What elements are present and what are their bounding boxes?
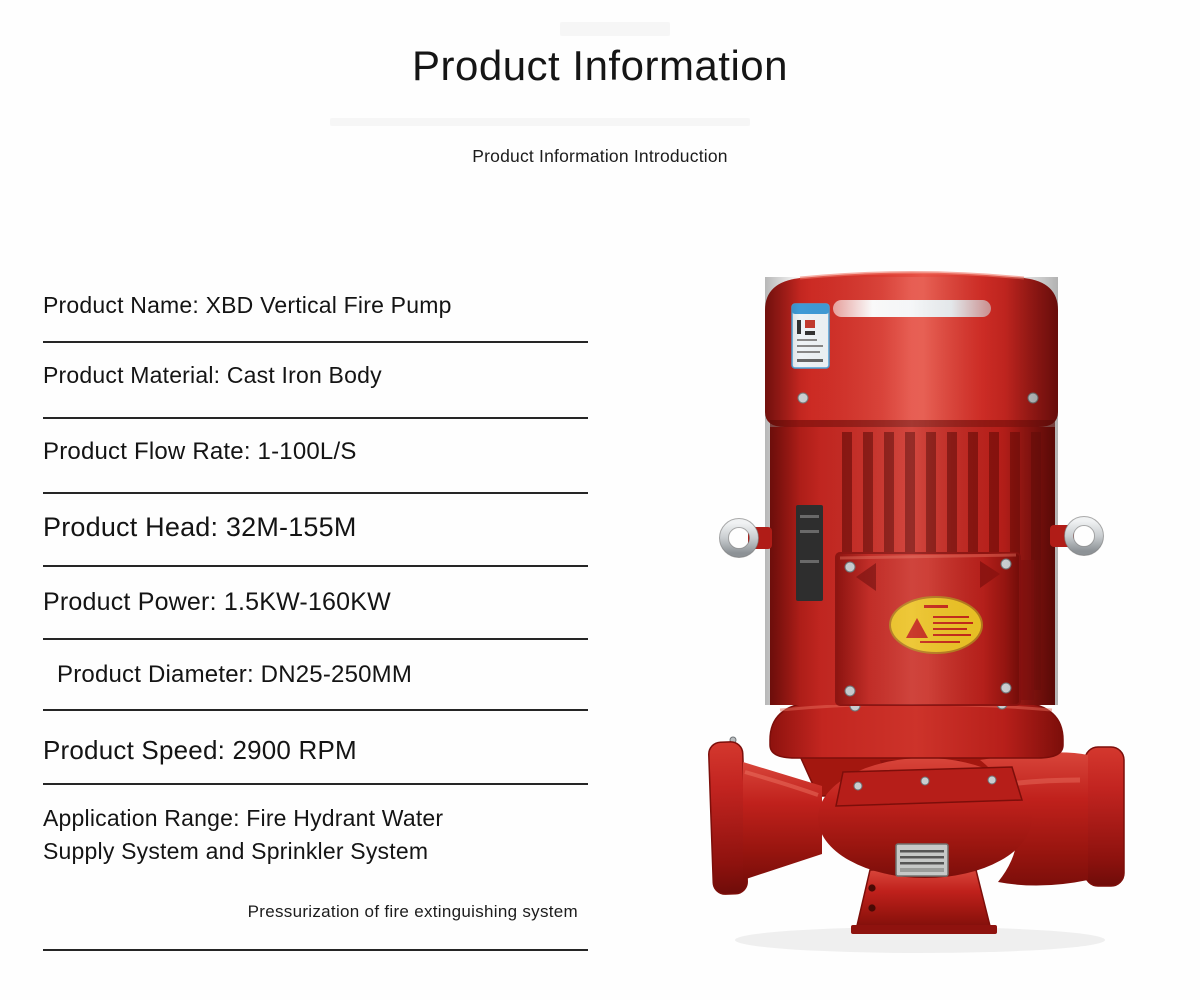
spec-application-range-line1: Application Range: Fire Hydrant Water [43,805,444,831]
shading-overlay [765,277,1058,705]
divider [43,709,588,711]
divider [43,783,588,785]
divider [43,949,588,951]
spec-product-diameter: Product Diameter: DN25-250MM [57,661,413,688]
divider [43,638,588,640]
spec-product-power: Product Power: 1.5KW-160KW [43,588,391,616]
fire-pump-illustration [640,240,1180,1000]
page-subtitle: Product Information Introduction [472,146,728,166]
pump-photo [640,240,1180,1000]
footnote: Pressurization of fire extinguishing system [247,902,578,921]
pump-base [851,870,997,934]
spec-product-name: Product Name: XBD Vertical Fire Pump [43,292,452,318]
divider [43,565,588,567]
divider [43,492,588,494]
spec-product-flow-rate: Product Flow Rate: 1-100L/S [43,438,357,465]
spec-product-speed: Product Speed: 2900 RPM [43,735,357,765]
nameplate [896,844,948,876]
spec-product-head: Product Head: 32M-155M [43,512,357,542]
divider [43,341,588,343]
ghost-artifact [330,118,750,126]
divider [43,417,588,419]
eye-bolt-right [1050,517,1104,556]
spec-application-range-line2: Supply System and Sprinkler System [43,838,429,864]
page-title: Product Information [411,42,788,89]
spec-product-material: Product Material: Cast Iron Body [43,362,382,388]
ghost-artifact [560,22,670,36]
eye-bolt-left [720,519,773,558]
motor-base-flange [770,699,1063,758]
motor-body [765,277,1058,705]
